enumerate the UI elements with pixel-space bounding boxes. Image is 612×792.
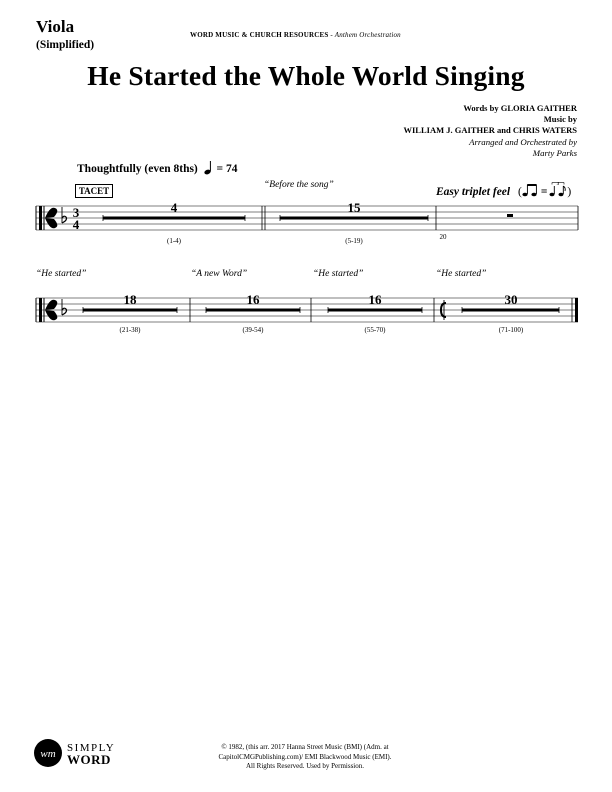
flat-key-signature-icon <box>62 207 67 223</box>
time-signature-top: 3 <box>72 205 80 220</box>
rest-count-6: 30 <box>504 292 518 307</box>
rest-range-6: (71-100) <box>498 326 524 334</box>
rest-count-1: 4 <box>170 200 178 215</box>
credit-arranger: Marty Parks <box>532 148 577 158</box>
svg-text:3: 3 <box>557 181 560 186</box>
tempo-marking <box>77 160 237 175</box>
flat-key-signature-icon <box>62 299 67 315</box>
tacet-box: TACET <box>75 184 113 198</box>
copyright-line-3: All Rights Reserved. Used by Permission. <box>245 762 365 770</box>
cue-he-started-3: “He started” <box>436 269 487 279</box>
feel-equals: = <box>540 186 548 198</box>
cue-he-started-2: “He started” <box>313 269 364 279</box>
copyright-line-2: CapitolCMGPublishing.com)/ EMI Blackwood Music (EMI). <box>218 752 392 761</box>
cue-before-the-song: “Before the song” <box>264 180 334 190</box>
copyright-notice <box>170 743 440 772</box>
time-signature-bottom: 4 <box>72 217 80 232</box>
half-rest-icon <box>507 214 513 217</box>
credit-arranged: Arranged and Orchestrated by <box>469 137 577 147</box>
beamed-eighths-icon <box>522 183 539 197</box>
cue-he-started-1: “He started” <box>36 269 87 279</box>
rest-range-2: (5-19) <box>345 237 363 245</box>
measure-number: 20 <box>439 233 447 241</box>
copyright-line-1: © 1982, (this arr. 2017 Hanna Street Music (BMI) (Adm. at <box>221 743 389 751</box>
logo-line-1: SIMPLY <box>67 742 116 754</box>
part-subtitle: (Simplified) <box>36 39 95 51</box>
quarter-note-icon <box>204 160 214 175</box>
publisher-line <box>190 31 401 39</box>
credit-music-label: Music by <box>543 114 577 124</box>
staff-system-1 <box>0 198 612 250</box>
credit-words: Words by GLORIA GAITHER <box>463 103 577 113</box>
simply-word-logo-icon <box>34 736 124 770</box>
logo-line-2: WORD <box>67 752 111 767</box>
triplet-rhythm-icon <box>549 181 567 197</box>
feel-text: Easy triplet feel <box>436 186 511 198</box>
publisher-name: WORD MUSIC & CHURCH RESOURCES <box>190 31 329 39</box>
cue-a-new-word: “A new Word” <box>191 269 248 279</box>
tempo-value: = 74 <box>216 163 238 175</box>
multi-measure-rest-2 <box>280 200 428 245</box>
publisher-series: - Anthem Orchestration <box>330 31 401 39</box>
rest-range-3: (21-38) <box>119 326 141 334</box>
rest-count-2: 15 <box>347 200 361 215</box>
rest-count-3: 18 <box>123 292 137 307</box>
rest-count-4: 16 <box>246 292 260 307</box>
rest-range-4: (39-54) <box>242 326 264 334</box>
rest-range-1: (1-4) <box>167 237 181 245</box>
song-title: He Started the Whole World Singing <box>87 60 525 91</box>
staff-system-2 <box>0 290 612 340</box>
credit-composers: WILLIAM J. GAITHER and CHRIS WATERS <box>403 125 577 135</box>
logo-mark: wm <box>40 748 56 760</box>
multi-measure-rest-1 <box>103 200 245 245</box>
part-name: Viola <box>36 17 75 36</box>
feel-marking: Easy triplet feel ( = 3 ) <box>436 181 572 198</box>
rest-count-5: 16 <box>368 292 382 307</box>
simply-word-logo <box>34 736 124 770</box>
rest-range-5: (55-70) <box>364 326 386 334</box>
tempo-text: Thoughtfully (even 8ths) <box>77 163 198 175</box>
